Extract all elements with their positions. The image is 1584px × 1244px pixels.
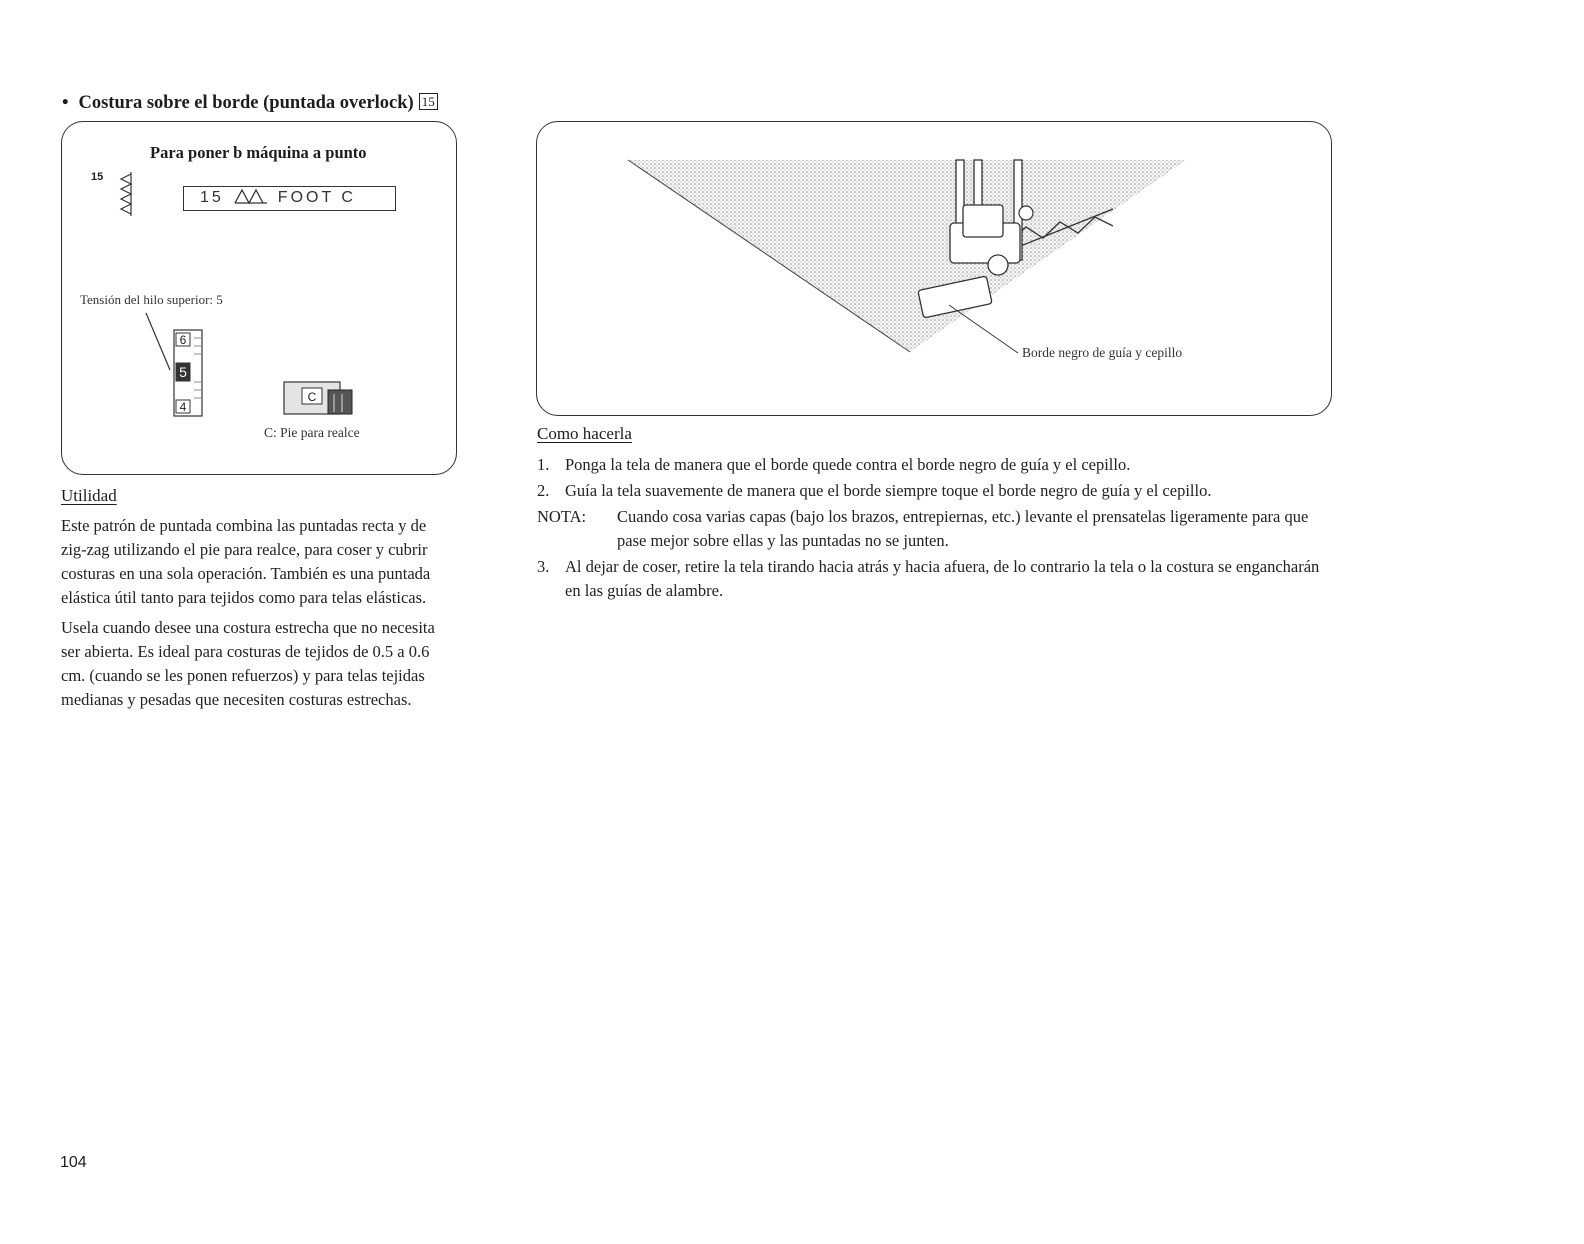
step-text: Al dejar de coser, retire la tela tirando hacia atrás y hacia afuera, de lo contrario la tela o la costura se engancharán en las guías de alambre.	[565, 557, 1320, 600]
step-2	[537, 479, 1337, 503]
dial-value-4: 4	[179, 400, 187, 414]
fabric	[628, 160, 1186, 352]
section-title: Costura sobre el borde (puntada overlock)	[78, 93, 414, 113]
setup-panel-title: Para poner b máquina a punto	[150, 143, 367, 162]
step-number: 3.	[537, 557, 550, 576]
presser-foot-c-icon	[282, 378, 356, 418]
tension-dial-diagram	[140, 310, 215, 422]
step-3	[537, 555, 1337, 603]
pattern-number-box: 15	[419, 93, 438, 110]
bullet: •	[62, 93, 69, 113]
utility-heading: Utilidad	[61, 486, 117, 505]
step-number: 1.	[537, 455, 550, 474]
guide-label: Borde negro de guía y cepillo	[1022, 345, 1183, 360]
step-text: Guía la tela suavemente de manera que el borde siempre toque el borde negro de guía y el cepillo.	[565, 481, 1212, 500]
foot-label: C: Pie para realce	[264, 425, 360, 440]
step-number: 2.	[537, 481, 550, 500]
stitch-number: 15	[91, 171, 104, 183]
page-number: 104	[60, 1154, 87, 1171]
tension-label: Tensión del hilo superior: 5	[80, 292, 223, 307]
how-to-heading: Como hacerla	[537, 424, 632, 443]
note	[537, 505, 1337, 553]
dial-value-5: 5	[179, 364, 187, 380]
step-text: Ponga la tela de manera que el borde quede contra el borde negro de guía y el cepillo.	[565, 455, 1131, 474]
utility-paragraph: Este patrón de puntada combina las puntadas recta y de zig-zag utilizando el pie para realce, para coser y cubrir costuras en una sola operación. También es una puntada elástica útil tanto para tejidos como para telas elásticas.	[61, 516, 431, 607]
note-text: Cuando cosa varias capas (bajo los brazos, entrepiernas, etc.) levante el prensatelas ligeramente para que pase mejor sobre ellas y las puntadas no se junten.	[617, 507, 1309, 550]
utility-paragraph: Usela cuando desee una costura estrecha que no necesita ser abierta. Es ideal para costuras de tejidos de 0.5 a 0.6 cm. (cuando se les ponen refuerzos) y para telas tejidas medianas y pesadas que necesiten costuras estrechas.	[61, 618, 435, 709]
note-label: NOTA:	[537, 507, 587, 526]
how-to-steps	[537, 453, 1337, 605]
dial-value-6: 6	[179, 333, 187, 347]
utility-text	[61, 514, 453, 718]
lcd-display	[183, 186, 396, 211]
overlock-stitch-icon	[116, 170, 138, 220]
foot-letter: C	[307, 390, 317, 404]
step-1	[537, 453, 1337, 477]
section-heading	[62, 93, 438, 114]
lcd-text: FOOT C	[277, 189, 356, 206]
sewing-illustration	[538, 123, 1328, 413]
overlock-pattern-icon	[234, 188, 268, 204]
lcd-number: 15	[200, 189, 224, 206]
